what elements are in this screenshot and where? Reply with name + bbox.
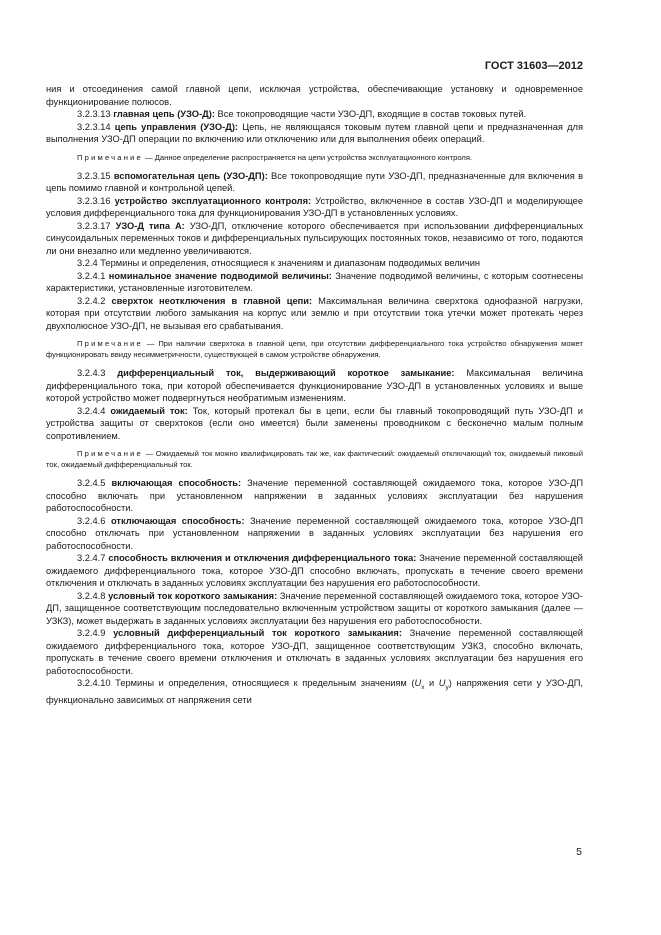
clause-number: 3.2.4.8 — [77, 590, 109, 601]
paragraph-3-2-4-7 — [46, 552, 583, 590]
term: вспомогательная цепь (УЗО-ДП): — [113, 170, 268, 181]
clause-number: 3.2.3.16 — [77, 195, 115, 206]
section-heading-3-2-4-10 — [46, 677, 583, 707]
term: главная цепь (УЗО-Д): — [113, 109, 215, 119]
definition: Значение переменной составляющей ожидаемого дифференциального тока, которое УЗО-ДП способно включать, пропускать в течение своего времени отключения и отключать в заданных условиях эксплуатации без нарушения его работоспособности. — [46, 553, 583, 588]
paragraph-3-2-4-4 — [46, 405, 583, 443]
paragraph-3-2-3-14 — [46, 121, 583, 146]
term: цепь управления (УЗО-Д): — [114, 121, 239, 132]
definition: Цепь, не являющаяся токовым путем главной цепи и предназначенная для выполнения УЗО-ДП операции по включению или отключению или для выполнения обеих операций. — [46, 121, 584, 144]
clause-number: 3.2.3.15 — [77, 170, 114, 181]
paragraph-3-2-4-6 — [46, 515, 583, 553]
note-text: — Ожидаемый ток можно квалифицировать так же, как фактический: ожидаемый отключающий ток, ожидаемый пиковый ток, ожидаемый дифференциальный ток. — [46, 449, 583, 469]
clause-number: 3.2.4.5 — [77, 478, 112, 488]
note-2 — [46, 338, 583, 360]
symbol-ux-subscript: x — [421, 683, 425, 691]
clause-number: 3.2.4.4 — [77, 405, 111, 416]
heading-text-start: 3.2.4.10 Термины и определения, относящиеся к предельным значениям ( — [77, 678, 415, 688]
document-body — [46, 83, 583, 707]
term: способность включения и отключения дифференциального тока: — [108, 553, 417, 563]
definition: Все токопроводящие части УЗО-ДП, входящие в состав токовых путей. — [214, 109, 527, 119]
paragraph-3-2-3-13 — [46, 108, 583, 121]
paragraph-3-2-4-1 — [46, 270, 583, 295]
clause-number: 3.2.3.17 — [77, 220, 116, 231]
note-1 — [46, 152, 583, 163]
note-3 — [46, 448, 583, 470]
definition: Значение подводимой величины, с которым соотнесены характеристики, установленные изготовителем. — [46, 270, 584, 293]
clause-number: 3.2.4.1 — [77, 270, 109, 281]
paragraph-3-2-3-15 — [46, 170, 583, 195]
term: отключающая способность: — [110, 515, 245, 526]
term: УЗО-Д типа А: — [115, 220, 185, 231]
definition: Максимальная величина дифференциального тока, при которой обеспечивается функционирование УЗО-ДП в установленных условиях и выше которой устройство может подвергнуться необратимым изменениям. — [46, 368, 583, 403]
paragraph-3-2-3-16 — [46, 195, 583, 220]
term: устройство эксплуатационного контроля: — [114, 195, 312, 206]
definition: Значение переменной составляющей ожидаемого тока, которое УЗО-ДП, защищенное соответствующим последовательно включенным устройством защиты от короткого замыкания (далее — УЗКЗ), может выдержать в заданных условиях эксплуатации без нарушения его работоспособности. — [46, 590, 583, 626]
clause-number: 3.2.4.6 — [77, 515, 111, 526]
paragraph-3-2-4-3 — [46, 367, 583, 405]
symbol-uy: U — [438, 678, 446, 688]
symbol-uy-subscript: y — [445, 683, 449, 691]
term: условный ток короткого замыкания: — [108, 590, 278, 601]
paragraph-3-2-4-8 — [46, 590, 583, 628]
term: ожидаемый ток: — [110, 405, 188, 416]
paragraph-continuation: ния и отсоединения самой главной цепи, исключая устройства, обеспечивающие установку и одновременное функционирование полюсов. — [46, 84, 583, 107]
term: условный дифференциальный ток короткого замыкания: — [113, 628, 402, 638]
definition: Значение переменной составляющей ожидаемого тока, которое УЗО-ДП способно отключать при установленном напряжении в заданных условиях эксплуатации без нарушения его работоспособности. — [46, 515, 584, 551]
term: дифференциальный ток, выдерживающий короткое замыкание: — [117, 368, 455, 378]
section-heading-3-2-4: 3.2.4 Термины и определения, относящиеся к значениям и диапазонам подводимых величин — [77, 258, 481, 268]
term: номинальное значение подводимой величины: — [108, 270, 332, 281]
page-number: 5 — [576, 846, 582, 858]
note-label: Примечание — [77, 449, 143, 458]
symbol-ux: U — [414, 678, 422, 688]
term: включающая способность: — [111, 478, 242, 488]
note-label: Примечание — [77, 339, 143, 348]
conjunction: и — [424, 678, 439, 688]
heading-text-end: ) напряжения сети у УЗО-ДП, функционально зависимых от напряжения сети — [46, 678, 583, 706]
clause-number: 3.2.4.9 — [77, 628, 114, 638]
definition: Значение переменной составляющей ожидаемого дифференциального тока, которое УЗО-ДП, защищенное соответствующим УЗКЗ, способно включать, пропускать в течение своего времени отключения и отключать в заданных условиях эксплуатации без нарушения его работоспособности. — [46, 628, 583, 676]
definition: Ток, который протекал бы в цепи, если бы главный токопроводящий путь УЗО-ДП и устройства защиты от сверхтоков (если оно имеется) были заменены проводником с бесконечно малым полным сопротивлением. — [46, 405, 583, 441]
term: сверхток неотключения в главной цепи: — [111, 295, 313, 306]
note-text: — При наличии сверхтока в главной цепи, при отсутствии дифференциального тока устройство обнаружения может функционировать ввиду несимметричности, существующей в самом устройстве обнаружения. — [46, 339, 583, 359]
clause-number: 3.2.4.3 — [77, 368, 118, 378]
note-label: Примечание — [77, 152, 143, 162]
document-header-standard: ГОСТ 31603—2012 — [484, 60, 583, 72]
clause-number: 3.2.3.13 — [77, 109, 114, 119]
paragraph-3-2-4-2 — [46, 295, 583, 333]
paragraph-3-2-3-17 — [46, 220, 583, 258]
definition: Все токопроводящие пути УЗО-ДП, предназначенные для включения в цепь помимо главной и контрольной цепей. — [46, 170, 584, 193]
paragraph-3-2-4-9 — [46, 627, 583, 677]
clause-number: 3.2.4.2 — [77, 295, 112, 306]
note-text: — Данное определение распространяется на цепи устройства эксплуатационного контроля. — [142, 152, 473, 162]
definition: Максимальная величина сверхтока однофазной нагрузки, которая при отсутствии любого замыкания на корпус или землю и при отсутствии тока утечки может протекать через двухполюсное УЗО-ДП, не вызывая его срабатывания. — [46, 295, 584, 331]
paragraph-3-2-4-5 — [46, 477, 583, 515]
clause-number: 3.2.4.7 — [77, 553, 109, 563]
definition: Устройство, включенное в состав УЗО-ДП и моделирующее условия дифференциального тока для функционирования УЗО-ДП в установленных условиях. — [46, 195, 584, 218]
definition: УЗО-ДП, отключение которого обеспечивается при использовании дифференциальных синусоидальных переменных токов и дифференциальных пульсирующих постоянных токов, независимо от того, подаются ли они внезапно или медленно увеличиваются. — [46, 220, 584, 256]
clause-number: 3.2.3.14 — [77, 121, 115, 132]
definition: Значение переменной составляющей ожидаемого тока, которое УЗО-ДП способно включать при установленном напряжении в заданных условиях эксплуатации без нарушения работоспособности. — [46, 478, 584, 513]
